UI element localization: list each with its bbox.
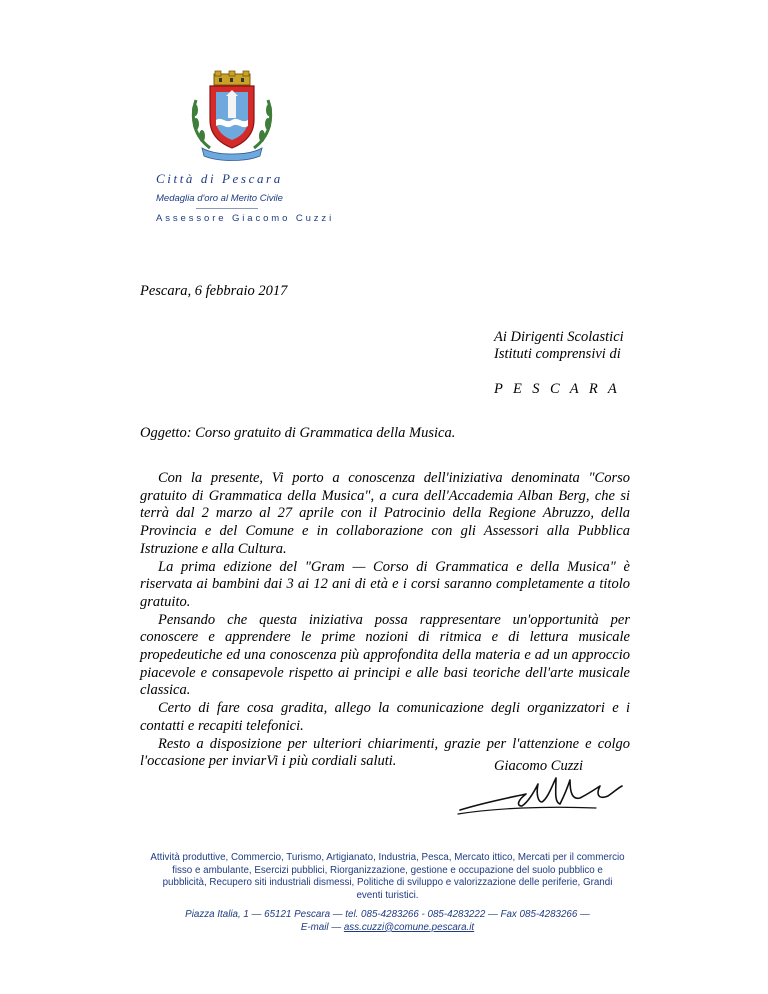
letter-body	[140, 470, 630, 771]
body-paragraph-2: La prima edizione del "Gram — Corso di Grammatica e della Musica" è riservata ai bambini dai 3 ai 12 ani di età e i corsi saranno completamente a titolo gratuito.	[140, 558, 630, 610]
recipient-city: P E S C A R A	[494, 381, 621, 397]
assessor-title: Assessore Giacomo Cuzzi	[156, 213, 335, 224]
body-paragraph-5: Resto a disposizione per ulteriori chiarimenti, grazie per l'attenzione e colgo l'occasione per inviarVi i più cordiali saluti.	[140, 735, 630, 770]
body-paragraph-1: Con la presente, Vi porto a conoscenza dell'iniziativa denominata "Corso gratuito di Grammatica della Musica", a cura dell'Accademia Alban Berg, che si terrà dal 2 marzo al 27 aprile con il Patrocinio della Regione Abruzzo, della Provincia e del Comune e in collaborazione con gli Assessori alla Pubblica Istruzione e alla Cultura.	[140, 470, 630, 557]
coat-of-arms-icon	[186, 70, 278, 162]
header-divider	[196, 208, 258, 209]
footer-competences: Attività produttive, Commercio, Turismo, Artigianato, Industria, Pesca, Mercato ittico, Mercati per il commercio fisso e ambulante, Esercizi pubblici, Riorganizzazione, gestione e occupazione del suolo pubblico e pubblicità, Recupero siti industriali dismessi, Politiche di sviluppo e valorizzazione delle periferie, Grandi eventi turistici.	[150, 852, 625, 901]
recipient-line-2: Istituti comprensivi di	[494, 346, 621, 362]
footer-email-prefix: E-mail —	[300, 921, 344, 933]
recipient-line-1: Ai Dirigenti Scolastici	[494, 329, 624, 345]
body-paragraph-3: Pensando che questa iniziativa possa rappresentare un'opportunità per conoscere e apprendere le prime nozioni di ritmica e di lettura musicale propedeutiche ed una conoscenza più approfondita della materia e ad un approccio piacevole e consapevole rispetto ai principi e alle basi teoriche dell'arte musicale classica.	[140, 611, 630, 699]
handwritten-signature-icon	[456, 772, 624, 816]
medal-subtitle: Medaglia d'oro al Merito Civile	[156, 193, 283, 204]
letter-date: Pescara, 6 febbraio 2017	[140, 283, 288, 299]
body-paragraph-4: Certo di fare cosa gradita, allego la comunicazione degli organizzatori e i contatti e recapiti telefonici.	[140, 700, 630, 734]
footer-address: Piazza Italia, 1 — 65121 Pescara — tel. 085-4283266 - 085-4283222 — Fax 085-4283266 —	[185, 909, 590, 920]
city-name: Città di Pescara	[156, 171, 283, 186]
footer-contacts	[150, 909, 625, 934]
signatory-name: Giacomo Cuzzi	[494, 758, 584, 774]
letter-subject: Oggetto: Corso gratuito di Grammatica della Musica.	[140, 425, 456, 441]
email-link[interactable]: ass.cuzzi@comune.pescara.it	[343, 921, 475, 933]
